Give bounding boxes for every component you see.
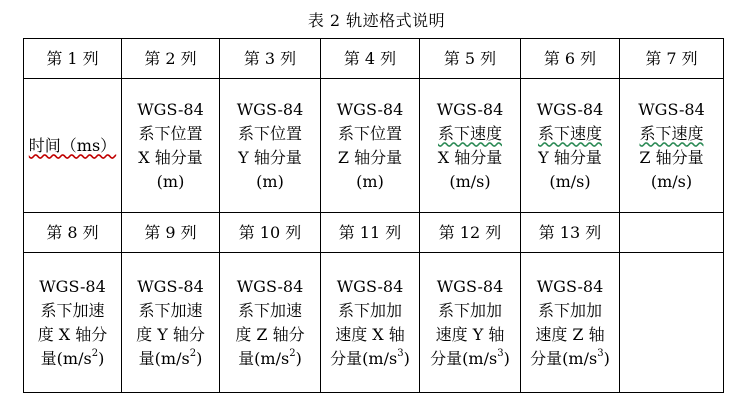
cell-line: 速度 X 轴	[335, 324, 405, 344]
column-header: 第 1 列	[24, 39, 122, 79]
unit-line	[222, 347, 318, 371]
cell-line: (m)	[256, 171, 284, 191]
description-cell	[521, 79, 620, 213]
description-cell	[122, 253, 220, 393]
description-cell	[321, 253, 420, 393]
cell-line: WGS-84	[39, 276, 106, 296]
content-row-1	[24, 79, 724, 213]
cell-line: 时间（ms）	[28, 135, 117, 155]
unit-line	[323, 347, 417, 371]
description-cell	[321, 79, 420, 213]
cell-line: (m/s)	[650, 171, 693, 191]
unit-close: )	[503, 348, 510, 368]
column-header: 第 7 列	[620, 39, 724, 79]
column-header: 第 3 列	[220, 39, 321, 79]
content-row-2	[24, 253, 724, 393]
description-cell	[220, 79, 321, 213]
unit-close: )	[603, 348, 610, 368]
header-row-2	[24, 213, 724, 253]
column-header: 第 11 列	[321, 213, 420, 253]
unit-text: 量(m/s	[238, 348, 290, 368]
unit-exponent: 3	[497, 348, 504, 360]
cell-line: WGS-84	[137, 276, 204, 296]
column-header: 第 9 列	[122, 213, 220, 253]
unit-line	[124, 347, 217, 371]
description-cell	[420, 253, 521, 393]
column-header: 第 2 列	[122, 39, 220, 79]
unit-exponent: 2	[189, 348, 197, 360]
unit-text: 分量(m/s	[330, 348, 398, 368]
cell-line: 度 X 轴分	[37, 324, 108, 344]
description-cell	[521, 253, 620, 393]
unit-close: )	[98, 348, 105, 368]
description-cell	[24, 253, 122, 393]
table-caption: 表 2 轨迹格式说明	[307, 11, 446, 30]
unit-exponent: 2	[289, 348, 296, 360]
column-header: 第 8 列	[24, 213, 122, 253]
cell-line: WGS-84	[336, 99, 404, 119]
cell-line: 系下位置	[138, 123, 203, 143]
cell-line: 系下加速	[138, 300, 203, 320]
cell-line: 度 Y 轴分	[136, 324, 205, 344]
unit-text: 分量(m/s	[530, 348, 598, 368]
unit-close: )	[196, 348, 203, 368]
cell-line: 系下加速	[237, 300, 302, 320]
cell-line: Z 轴分量	[337, 147, 403, 167]
description-cell	[420, 79, 521, 213]
cell-line: WGS-84	[236, 99, 304, 119]
empty-header-cell	[620, 213, 724, 253]
unit-line	[26, 347, 119, 371]
cell-line: WGS-84	[236, 276, 304, 296]
cell-line: 系下速度	[639, 123, 704, 143]
cell-line: (m)	[156, 171, 185, 191]
unit-exponent: 2	[91, 348, 99, 360]
description-cell	[220, 253, 321, 393]
column-header: 第 10 列	[220, 213, 321, 253]
cell-line: 系下加加	[437, 300, 502, 320]
unit-close: )	[295, 348, 302, 368]
empty-cell	[620, 253, 724, 393]
unit-text: 量(m/s	[40, 348, 92, 368]
description-cell	[122, 79, 220, 213]
column-header: 第 6 列	[521, 39, 620, 79]
column-header: 第 5 列	[420, 39, 521, 79]
unit-text: 量(m/s	[138, 348, 190, 368]
cell-line: Y 轴分量	[238, 147, 302, 167]
unit-line	[422, 347, 518, 371]
cell-line: Z 轴分量	[639, 147, 704, 167]
cell-line: WGS-84	[536, 99, 604, 119]
cell-line: 系下加速	[40, 300, 105, 320]
column-header: 第 12 列	[420, 213, 521, 253]
unit-exponent: 3	[397, 348, 404, 360]
cell-line: X 轴分量	[138, 147, 203, 167]
cell-line: WGS-84	[638, 99, 705, 119]
cell-line: 度 Z 轴分	[235, 324, 305, 344]
cell-line: WGS-84	[436, 276, 504, 296]
header-row-1	[24, 39, 724, 79]
cell-line: Y 轴分量	[538, 147, 602, 167]
cell-line: WGS-84	[536, 276, 604, 296]
unit-exponent: 3	[597, 348, 604, 360]
cell-line: (m)	[356, 171, 384, 191]
cell-line: 系下加加	[537, 300, 602, 320]
cell-line: 速度 Z 轴	[535, 324, 605, 344]
column-header: 第 4 列	[321, 39, 420, 79]
cell-line: WGS-84	[336, 276, 404, 296]
cell-line: 系下位置	[337, 123, 402, 143]
trajectory-format-table	[23, 38, 724, 393]
cell-line: WGS-84	[436, 99, 504, 119]
unit-text: 分量(m/s	[430, 348, 498, 368]
description-cell	[620, 79, 724, 213]
cell-line: 系下位置	[237, 123, 302, 143]
cell-line: 系下速度	[537, 123, 602, 143]
cell-line: (m/s)	[549, 171, 591, 191]
cell-line: 系下速度	[437, 123, 502, 143]
unit-close: )	[403, 348, 410, 368]
cell-line: X 轴分量	[437, 147, 503, 167]
description-cell	[24, 79, 122, 213]
cell-line: 速度 Y 轴	[435, 324, 505, 344]
cell-line: (m/s)	[449, 171, 491, 191]
cell-line: 系下加加	[337, 300, 402, 320]
unit-line	[523, 347, 617, 371]
column-header: 第 13 列	[521, 213, 620, 253]
cell-line: WGS-84	[137, 99, 204, 119]
